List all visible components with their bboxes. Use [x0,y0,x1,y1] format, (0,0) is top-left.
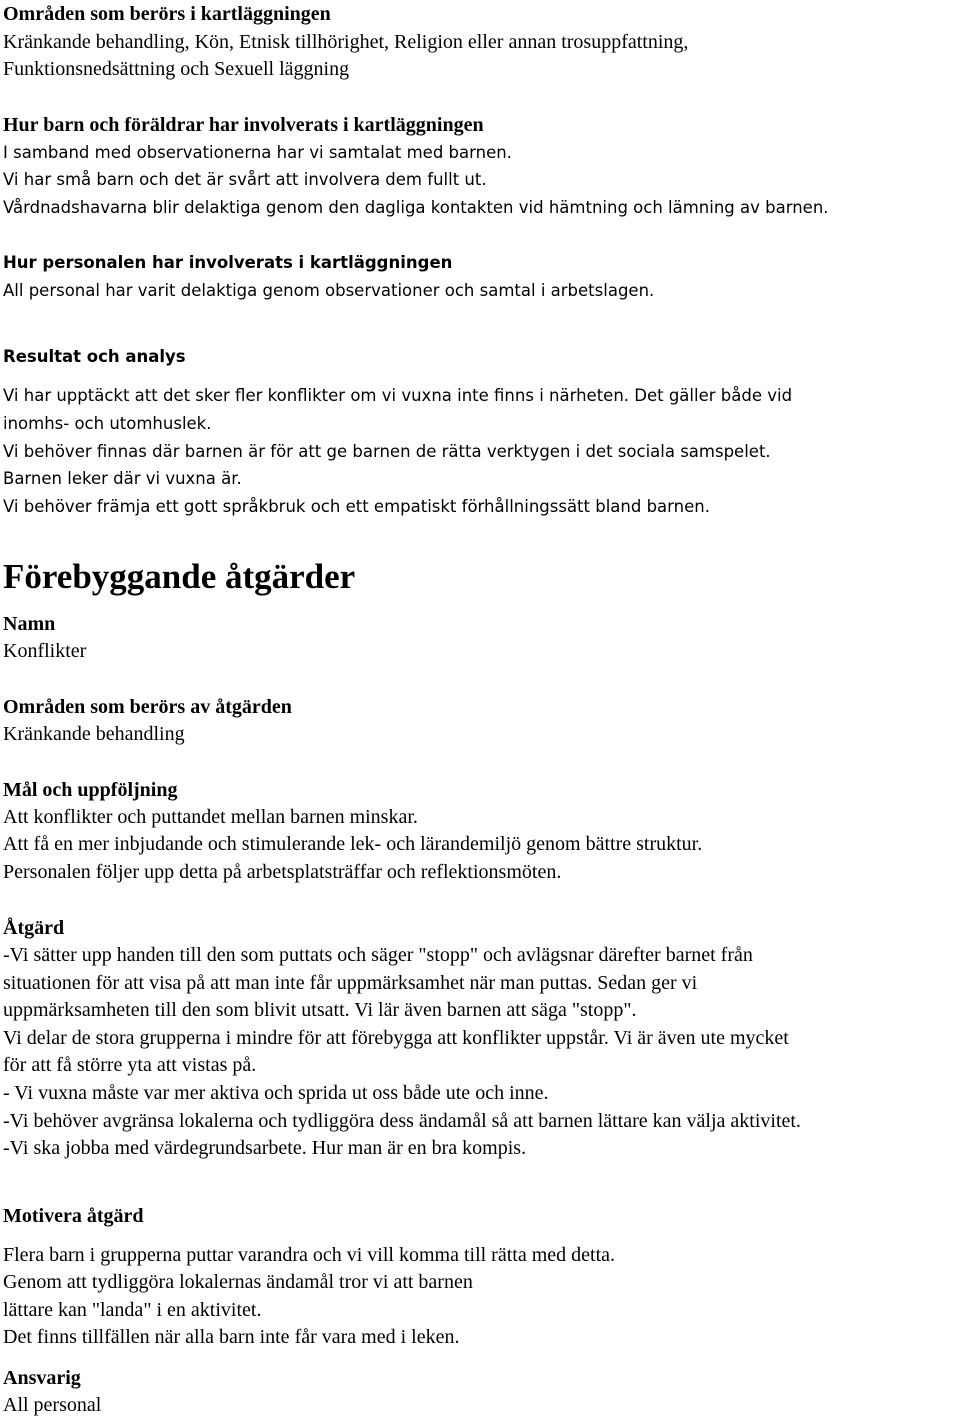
result-line: Vi har upptäckt att det sker fler konflikter om vi vuxna inte finns i närheten. Det gäller både vid [3,386,793,405]
areas-mapping-line: Kränkande behandling, Kön, Etnisk tillhörighet, Religion eller annan trosuppfattning, [3,31,689,53]
result-line: Barnen leker där vi vuxna är. [3,469,242,488]
staff-involvement-heading: Hur personalen har involverats i kartläggningen [3,253,453,272]
parents-involvement-line: I samband med observationerna har vi samtalat med barnen. [3,143,512,162]
action-line: för att få större yta att vistas på. [3,1054,257,1076]
name-value: Konflikter [3,640,87,662]
motivate-line: lättare kan "landa" i en aktivitet. [3,1299,262,1321]
goal-line: Att konflikter och puttandet mellan barnen minskar. [3,806,418,828]
goal-heading: Mål och uppföljning [3,779,178,801]
goal-line: Att få en mer inbjudande och stimulerande lek- och lärandemiljö genom bättre struktur. [3,833,703,855]
measure-areas-heading: Områden som berörs av åtgärden [3,696,292,718]
motivate-line: Flera barn i grupperna puttar varandra och vi vill komma till rätta med detta. [3,1244,616,1266]
parents-involvement-heading: Hur barn och föräldrar har involverats i kartläggningen [3,114,484,136]
result-line: Vi behöver främja ett gott språkbruk och ett empatiskt förhållningssätt bland barnen. [3,497,710,516]
action-line: -Vi ska jobba med värdegrundsarbete. Hur man är en bra kompis. [3,1137,527,1159]
responsible-value: All personal [3,1394,102,1416]
measure-areas-value: Kränkande behandling [3,723,185,745]
responsible-heading: Ansvarig [3,1367,81,1389]
areas-mapping-line: Funktionsnedsättning och Sexuell läggning [3,58,350,80]
action-line: Vi delar de stora grupperna i mindre för att förebygga att konflikter uppstår. Vi är även ute mycket [3,1027,789,1049]
action-line: - Vi vuxna måste var mer aktiva och sprida ut oss både ute och inne. [3,1082,549,1104]
result-heading: Resultat och analys [3,347,186,366]
staff-involvement-line: All personal har varit delaktiga genom observationer och samtal i arbetslagen. [3,281,655,300]
action-line: uppmärksamheten till den som blivit utsatt. Vi lär även barnen att säga "stopp". [3,999,637,1021]
parents-involvement-line: Vårdnadshavarna blir delaktiga genom den dagliga kontakten vid hämtning och lämning av barnen. [3,198,829,217]
result-line: inomhs- och utomhuslek. [3,414,212,433]
page-title: Förebyggande åtgärder [3,557,356,596]
action-heading: Åtgärd [3,917,65,939]
motivate-line: Genom att tydliggöra lokalernas ändamål tror vi att barnen [3,1271,473,1293]
result-line: Vi behöver finnas där barnen är för att ge barnen de rätta verktygen i det sociala samspelet. [3,442,771,461]
motivate-heading: Motivera åtgärd [3,1205,144,1227]
areas-mapping-heading: Områden som berörs i kartläggningen [3,3,331,25]
action-line: -Vi sätter upp handen till den som puttats och säger "stopp" och avlägsnar därefter barnet från [3,944,753,966]
name-heading: Namn [3,613,56,635]
goal-line: Personalen följer upp detta på arbetsplatsträffar och reflektionsmöten. [3,861,562,883]
action-line: -Vi behöver avgränsa lokalerna och tydliggöra dess ändamål så att barnen lättare kan välja aktivitet. [3,1110,801,1132]
motivate-line: Det finns tillfällen när alla barn inte får vara med i leken. [3,1326,460,1348]
parents-involvement-line: Vi har små barn och det är svårt att involvera dem fullt ut. [3,170,487,189]
action-line: situationen för att visa på att man inte får uppmärksamhet när man puttas. Sedan ger vi [3,972,698,994]
